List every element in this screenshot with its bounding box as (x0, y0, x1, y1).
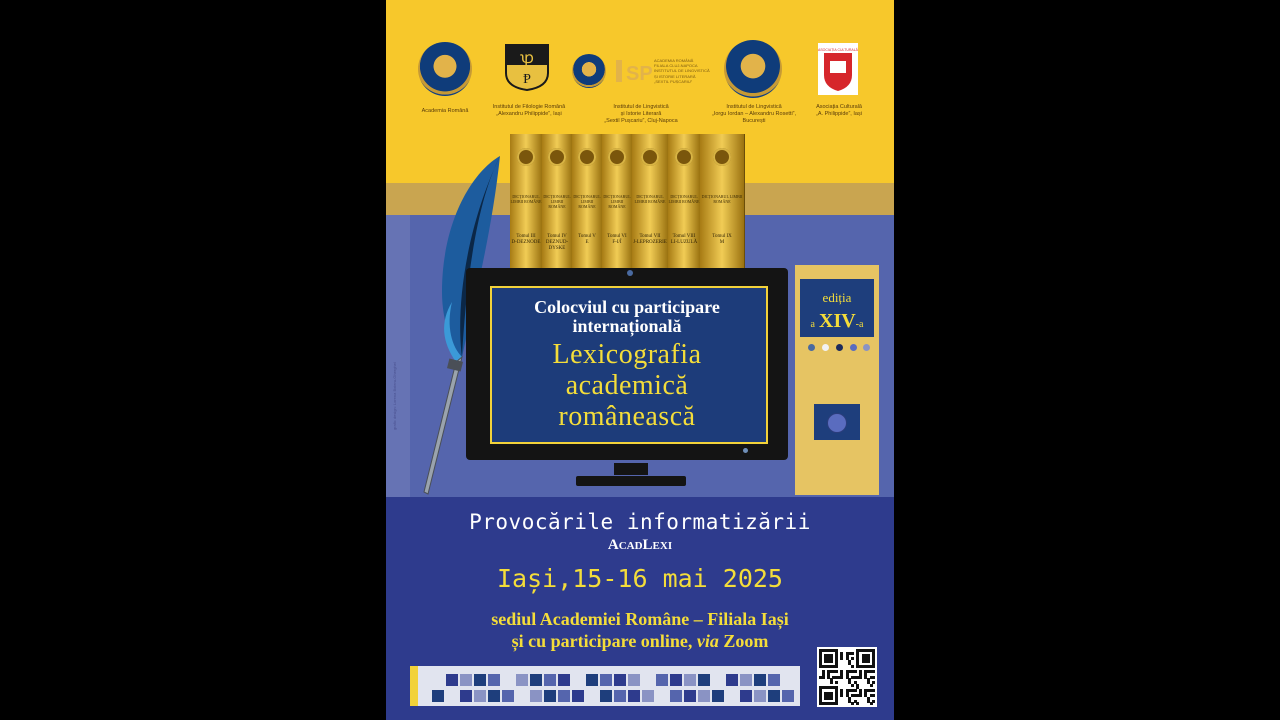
book-emblem-icon (675, 148, 693, 166)
qr-module (851, 665, 854, 668)
event-title (490, 340, 764, 432)
bar-cell (740, 674, 752, 686)
book-emblem-icon (517, 148, 535, 166)
qr-module (835, 665, 838, 668)
bar-cell (684, 690, 696, 702)
qr-module (851, 652, 854, 655)
book-volume (510, 134, 543, 268)
caption-line: și Istorie Literară (620, 110, 662, 117)
book-emblem-icon (641, 148, 659, 166)
qr-module (840, 676, 843, 679)
conference-poster (386, 0, 894, 720)
book-range: D-DEZNODE (511, 240, 541, 245)
svg-text:SP: SP (626, 63, 653, 85)
title-line: Colocviul cu participare (534, 297, 720, 317)
caption-line: „A. Philippide”, Iași (816, 110, 862, 117)
bar-cell (782, 690, 794, 702)
caption-line: Institutul de Filologie Română (492, 104, 566, 110)
book-vol: Tomul IV (547, 234, 567, 239)
caption-line: „Iorgu Iordan – Alexandru Rosetti”, (711, 110, 797, 117)
book-range: LI-LUZULĂ (670, 240, 698, 245)
qr-module (867, 660, 870, 663)
bar-cell (558, 690, 570, 702)
bar-cell (530, 690, 542, 702)
bar-cell (600, 690, 612, 702)
book-volume (542, 134, 573, 268)
book-title: DICȚIONARUL LIMBII ROMÂNE (573, 194, 601, 209)
bar-cell (698, 690, 710, 702)
qr-module (830, 681, 833, 684)
qr-module (872, 681, 875, 684)
edition-numeral: XIV (819, 310, 856, 332)
bar-cell (698, 674, 710, 686)
qr-module (872, 694, 875, 697)
bar-cell (474, 690, 486, 702)
qr-module (872, 700, 875, 703)
qr-module (870, 702, 873, 705)
qr-module (835, 702, 838, 705)
title-line: academică (565, 369, 689, 401)
bar-cell (614, 674, 626, 686)
indicator-dot-icon (808, 344, 815, 351)
book-title: DICȚIONARUL LIMBII ROMÂNE (603, 194, 631, 209)
indicator-dot-icon (863, 344, 870, 351)
bar-cell (642, 690, 654, 702)
online-pre: și cu participare online, (511, 631, 697, 651)
online-post: Zoom (718, 631, 769, 651)
book-title: DICȚIONARUL LIMBII ROMÂNE (701, 194, 743, 204)
edition-suffix: -a (855, 319, 864, 330)
bar-cell (544, 674, 556, 686)
academia-romana-logo (418, 42, 472, 96)
qr-module (840, 694, 843, 697)
book-title: DICȚIONARUL LIMBII ROMÂNE (543, 194, 571, 209)
drive-button-icon (827, 413, 847, 433)
isp-logo-text: ACADEMIA ROMÂNĂ FILIALA CLUJ-NAPOCA INSTITUTUL DE LINGVISTICĂ ȘI ISTORIE LITERARĂ „SEXTIL PUȘCARIU” (654, 58, 710, 84)
qr-module (851, 702, 854, 705)
book-emblem-icon (713, 148, 731, 166)
online-via: via (696, 631, 719, 651)
bar-cell (488, 674, 500, 686)
book-range: J-LEPROZERIE (633, 240, 667, 245)
bar-cell (754, 690, 766, 702)
logo-caption-bucuresti (704, 104, 804, 125)
bar-cell (726, 674, 738, 686)
book-title: DICȚIONARUL LIMBII ROMÂNE (510, 194, 542, 204)
qr-module (830, 697, 833, 700)
qr-module (872, 665, 875, 668)
bar-cell (516, 674, 528, 686)
title-line: românească (558, 400, 696, 432)
bar-cell (446, 674, 458, 686)
book-volume (572, 134, 603, 268)
caption-line: „Sextil Pușcariu”, Cluj-Napoca (604, 117, 678, 124)
qr-module (835, 681, 838, 684)
location-line: sediul Academiei Române – Filiala Iași (491, 609, 789, 629)
qr-module (859, 676, 862, 679)
qr-module (851, 684, 854, 687)
qr-module (854, 689, 857, 692)
bar-cell (432, 690, 444, 702)
bar-cell (670, 690, 682, 702)
book-emblem-icon (608, 148, 626, 166)
book-vol: Tomul VII (639, 234, 661, 239)
logo-caption-filologie (484, 104, 574, 118)
qr-code[interactable] (817, 647, 877, 707)
book-range: F-I/Î (612, 240, 622, 245)
qr-module (835, 670, 838, 673)
qr-module (859, 694, 862, 697)
power-led-icon (743, 448, 748, 453)
bar-cell (740, 690, 752, 702)
bar-cell (502, 690, 514, 702)
svg-text:ASOCIAȚIA CULTURALĂ: ASOCIAȚIA CULTURALĂ (818, 48, 858, 52)
colloquium-title (490, 298, 764, 337)
bar-cell (628, 690, 640, 702)
book-vol: Tomul VIII (672, 234, 696, 239)
bar-cell (656, 674, 668, 686)
edition-number (800, 310, 874, 333)
qr-module (854, 670, 857, 673)
bar-cell (586, 674, 598, 686)
book-volume-label (632, 234, 668, 246)
filologie-logo (504, 43, 550, 91)
qr-module (822, 676, 825, 679)
book-vol: Tomul III (516, 234, 536, 239)
bar-cell (768, 690, 780, 702)
institutul-bucuresti-logo (724, 40, 782, 98)
indicator-dot-icon (850, 344, 857, 351)
logo-caption-cluj (586, 104, 696, 125)
bar-cell (488, 690, 500, 702)
bar-cell (614, 690, 626, 702)
book-volume-label (572, 234, 602, 246)
qr-module (830, 660, 833, 663)
monitor-base (576, 476, 686, 486)
book-volume (700, 134, 745, 268)
book-vol: Tomul V (578, 234, 596, 239)
title-line: internațională (572, 316, 682, 337)
logo-caption-asociatia (804, 104, 874, 118)
book-range: M (719, 240, 725, 245)
book-range: E (585, 240, 589, 245)
bar-cell (670, 674, 682, 686)
academia-seal-small-icon (572, 54, 606, 88)
book-title: DICȚIONARUL LIMBII ROMÂNE (668, 194, 700, 204)
qr-module (872, 670, 875, 673)
book-emblem-icon (578, 148, 596, 166)
bar-cell (530, 674, 542, 686)
bar-cell (572, 690, 584, 702)
footer-bar-accent (410, 666, 418, 706)
book-volume-label (602, 234, 632, 246)
book-volume-label (668, 234, 700, 246)
bar-cell (712, 690, 724, 702)
asociatia-logo (818, 43, 858, 95)
caption-line: Asociația Culturală (816, 104, 862, 110)
book-volume (602, 134, 633, 268)
book-vol: Tomul VI (607, 234, 627, 239)
bar-cell (474, 674, 486, 686)
book-volume (668, 134, 701, 268)
webcam-icon (627, 270, 633, 276)
bar-cell (460, 674, 472, 686)
edition-word: ediția (822, 290, 852, 305)
caption-line: București (742, 117, 766, 124)
indicator-dot-icon (822, 344, 829, 351)
book-title: DICȚIONARUL LIMBII ROMÂNE (634, 194, 666, 204)
event-date: Iași,15-16 mai 2025 (497, 564, 783, 593)
svg-text:Ᵽ: Ᵽ (523, 72, 531, 87)
bar-cell (628, 674, 640, 686)
qr-module (870, 684, 873, 687)
svg-text:ꝕ: ꝕ (520, 50, 534, 67)
caption-line: Institutul de Lingvistică (613, 104, 669, 110)
bar-cell (460, 690, 472, 702)
caption-line: „Alexandru Philippide”, Iași (496, 110, 562, 117)
bar-cell (768, 674, 780, 686)
title-line: Lexicografia (552, 339, 702, 370)
book-volume-label (700, 234, 744, 246)
monitor-stand (614, 463, 648, 475)
project-name: AcadLexi (607, 537, 673, 553)
qr-module (872, 676, 875, 679)
bar-cell (558, 674, 570, 686)
isp-logo (614, 56, 654, 86)
logo-caption-academia: Academia Română (421, 108, 469, 114)
qr-module (840, 657, 843, 660)
book-vol: Tomul IX (712, 234, 732, 239)
design-credit: grafic design: Lorena Boieru-Gherghel (392, 362, 397, 430)
bar-cell (684, 674, 696, 686)
qr-module (851, 657, 854, 660)
book-volume-label (510, 234, 542, 246)
book-emblem-icon (548, 148, 566, 166)
book-volume (632, 134, 669, 268)
book-range: DEZNUD-DYSKE (545, 240, 569, 251)
qr-module (856, 702, 859, 705)
bar-cell (754, 674, 766, 686)
book-volume-label (542, 234, 572, 252)
caption-line: Institutul de Lingvistică (726, 104, 782, 110)
subtitle: Provocările informatizării (469, 510, 811, 534)
bar-cell (544, 690, 556, 702)
qr-module (872, 689, 875, 692)
bar-cell (600, 674, 612, 686)
edition-prefix: a (810, 319, 815, 330)
indicator-dot-icon (836, 344, 843, 351)
